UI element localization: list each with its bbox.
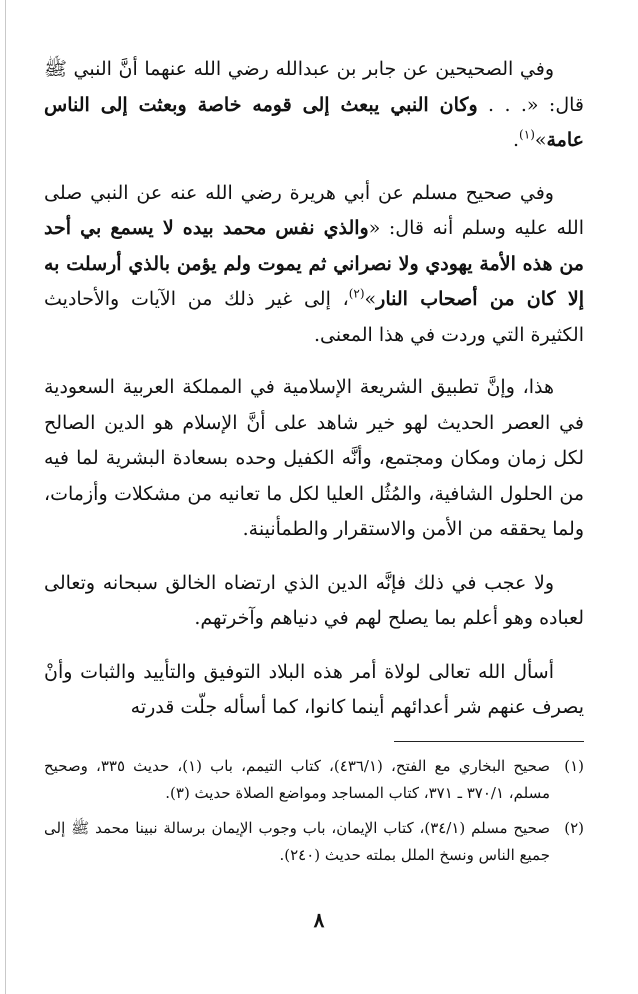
footnote-text: صحيح البخاري مع الفتح، (٤٣٦/١)، كتاب التيمم، باب (١)، حديث ٣٣٥، وصحيح مسلم، ٣٧٠/١ ـ ٣٧١، كتاب المساجد ومواضع الصلاة حديث (٣). <box>44 757 550 802</box>
footnote-1 <box>44 753 584 807</box>
footnote-ref-1[interactable]: (١) <box>519 127 535 142</box>
page-edge-line <box>5 0 6 994</box>
paragraph-1-end: . <box>513 129 520 151</box>
paragraph-4: ولا عجب في ذلك فإنَّه الدين الذي ارتضاه الخالق سبحانه وتعالى لعباده وهو أعلم بما يصلح لهم في دنياهم وآخرتهم. <box>44 571 584 629</box>
quote-close-2: » <box>364 288 377 310</box>
hadith-quote-1: وكان النبي يبعث إلى قومه خاصة وبعثت إلى الناس عامة <box>44 93 584 151</box>
footnote-separator <box>394 741 584 742</box>
paragraph-5: أسأل الله تعالى لولاة أمر هذه البلاد التوفيق والتأييد والثبات وأنْ يصرف عنهم شر أعدائهم أينما كانوا، كما أسأله جلّت قدرته <box>44 660 584 718</box>
paragraph-3: هذا، وإنَّ تطبيق الشريعة الإسلامية في المملكة العربية السعودية في العصر الحديث لهو خير شاهد على أنَّ الإسلام هو الدين الصالح لكل زمان ومكان ومجتمع، وأنَّه الكفيل وحده بسعادة البشرية لما فيه من الحلول الشافية، والمُثُل العليا لكل ما تعانيه من مشكلات وأزمات، ولما يحققه من الأمن والاستقرار والطمأنينة. <box>44 376 584 540</box>
footnote-2 <box>44 815 584 869</box>
paragraph-1-text: وفي الصحيحين عن جابر بن عبدالله رضي الله عنهما أنَّ النبي ﷺ قال: «. . . <box>44 58 584 116</box>
footnote-number: (١) <box>564 757 584 775</box>
footnote-ref-2[interactable]: (٢) <box>348 286 365 301</box>
hadith-quote-2: والذي نفس محمد بيده لا يسمع بي أحد من هذه الأمة يهودي ولا نصراني ثم يموت ولم يؤمن بالذي أرسلت به إلا كان من أصحاب النار <box>44 217 585 310</box>
quote-close-1: » <box>534 129 547 151</box>
paragraph-2-text: وفي صحيح مسلم عن أبي هريرة رضي الله عنه عن النبي صلى الله عليه وسلم أنه قال: « <box>44 181 585 239</box>
footnote-text: صحيح مسلم (٣٤/١)، كتاب الإيمان، باب وجوب الإيمان برسالة نبينا محمد ﷺ إلى جميع الناس ونسخ الملل بملته حديث (٢٤٠). <box>44 819 550 864</box>
paragraph-1 <box>44 52 584 159</box>
paragraph-2 <box>44 176 584 354</box>
paragraph-2-end: ، إلى غير ذلك من الآيات والأحاديث الكثيرة التي وردت في هذا المعنى. <box>44 288 584 346</box>
page-number: ٨ <box>313 908 325 932</box>
main-text <box>44 52 584 726</box>
footnote-number: (٢) <box>564 819 584 837</box>
footnotes <box>44 753 584 877</box>
